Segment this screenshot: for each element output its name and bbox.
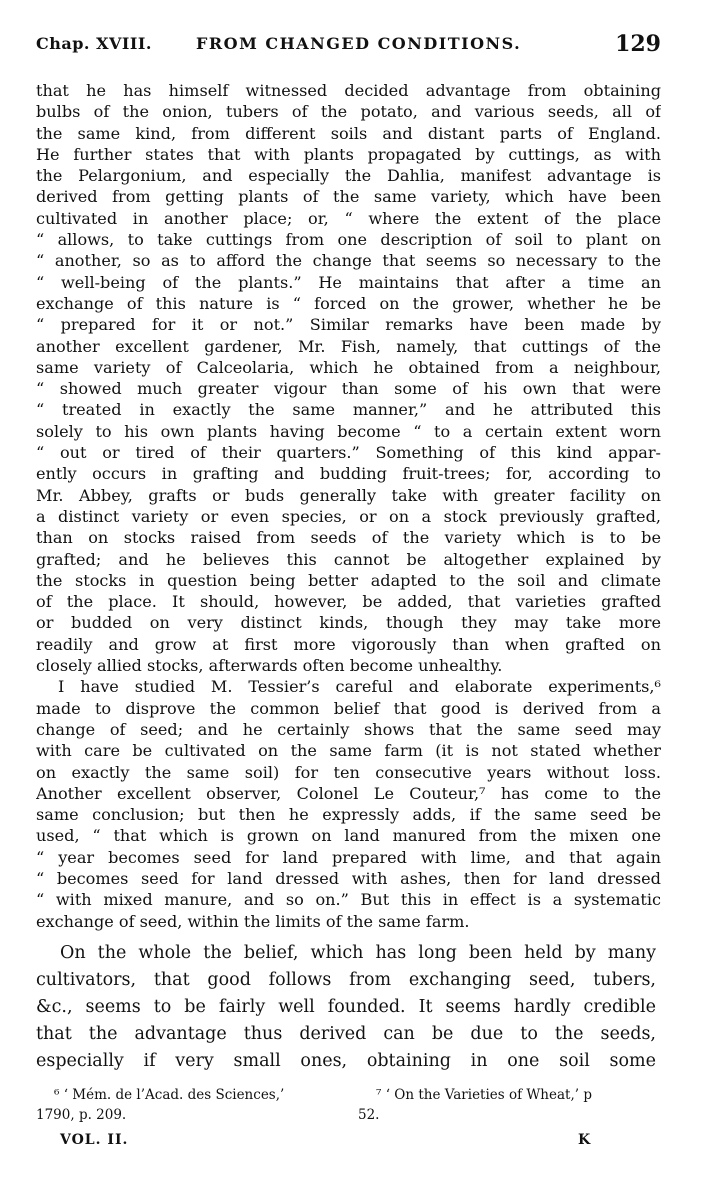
text-line: “ with mixed manure, and so on.” But this in effect is a systematic: [36, 890, 661, 910]
text-line: I have studied M. Tessier’s careful and elaborate experiments,⁶: [58, 677, 661, 697]
text-line: ently occurs in grafting and budding fruit-trees; for, according to: [36, 464, 661, 484]
text-line: same variety of Calceolaria, which he obtained from a neighbour,: [36, 357, 661, 377]
text-line: of the place. It should, however, be added, that varieties grafted: [36, 592, 661, 612]
text-line: bulbs of the onion, tubers of the potato, and various seeds, all of: [36, 102, 661, 122]
text-line: “ treated in exactly the same manner,” and he attributed this: [36, 400, 661, 420]
text-line: the Pelargonium, and especially the Dahlia, manifest advantage is: [36, 166, 661, 186]
page-footer: [36, 1132, 661, 1156]
text-line: closely allied stocks, afterwards often become unhealthy.: [36, 656, 503, 676]
text-line: “ out or tired of their quarters.” Something of this kind appar-: [36, 443, 661, 463]
page-number: 129: [615, 31, 661, 57]
text-line: “ prepared for it or not.” Similar remarks have been made by: [36, 315, 661, 335]
text-line: the same kind, from different soils and distant parts of England.: [36, 123, 661, 143]
running-header: [36, 31, 661, 64]
text-line: exchange of this nature is “ forced on the grower, whether he be: [36, 293, 661, 313]
text-line: a distinct variety or even species, or on a stock previously grafted,: [36, 506, 661, 526]
footnote-line: ⁷ ‘ On the Varieties of Wheat,’ p: [376, 1087, 592, 1103]
footnote-6: [36, 1085, 336, 1125]
text-line: “ well-being of the plants.” He maintains that after a time an: [36, 272, 661, 292]
text-line: that he has himself witnessed decided advantage from obtaining: [36, 81, 661, 100]
text-line: “ year becomes seed for land prepared with lime, and that again: [36, 847, 661, 867]
text-line: especially if very small ones, obtaining in one soil some: [36, 1051, 656, 1071]
footnote-line: ⁶ ‘ Mém. de l’Acad. des Sciences,’: [54, 1087, 285, 1103]
running-title: FROM CHANGED CONDITIONS.: [196, 34, 522, 53]
text-line: readily and grow at first more vigorously than when grafted on: [36, 634, 661, 654]
signature-mark: K: [578, 1132, 591, 1148]
text-line: “ showed much greater vigour than some of his own that were: [36, 379, 661, 399]
text-line: Mr. Abbey, grafts or buds generally take with greater facility on: [36, 485, 661, 505]
text-line: another excellent gardener, Mr. Fish, namely, that cuttings of the: [36, 336, 661, 356]
footnote-7: [358, 1085, 661, 1125]
text-line: change of seed; and he certainly shows that the same seed may: [36, 719, 661, 739]
text-line: &c., seems to be fairly well founded. It seems hardly credible: [36, 997, 656, 1017]
paragraph-3: [36, 940, 656, 1075]
text-line: cultivators, that good follows from exchanging seed, tubers,: [36, 970, 656, 990]
text-line: on exactly the same soil) for ten consecutive years without loss.: [36, 762, 661, 782]
chapter-label: Chap. XVIII.: [36, 34, 152, 53]
text-line: used, “ that which is grown on land manured from the mixen one: [36, 826, 661, 846]
text-line: than on stocks raised from seeds of the variety which is to be: [36, 528, 661, 548]
text-line: the stocks in question being better adapted to the soil and climate: [36, 570, 661, 590]
text-line: Another excellent observer, Colonel Le Couteur,⁷ has come to the: [36, 783, 661, 803]
text-line: He further states that with plants propagated by cuttings, as with: [36, 144, 661, 164]
text-line: derived from getting plants of the same variety, which have been: [36, 187, 661, 207]
footnote-line: 1790, p. 209.: [36, 1107, 127, 1123]
footnote-line: 52.: [358, 1107, 380, 1123]
text-line: cultivated in another place; or, “ where the extent of the place: [36, 208, 661, 228]
text-line: or budded on very distinct kinds, though they may take more: [36, 613, 661, 633]
text-line: “ becomes seed for land dressed with ashes, then for land dressed: [36, 868, 661, 888]
text-line: with care be cultivated on the same farm (it is not stated whether: [36, 741, 661, 761]
paragraph-2: [36, 676, 661, 932]
text-line: “ allows, to take cuttings from one description of soil to plant on: [36, 230, 661, 250]
text-line: exchange of seed, within the limits of the same farm.: [36, 911, 470, 931]
text-line: same conclusion; but then he expressly adds, if the same seed be: [36, 805, 661, 825]
volume-label: VOL. II.: [60, 1132, 129, 1148]
text-line: On the whole the belief, which has long been held by many: [60, 943, 656, 963]
paragraph-1: [36, 80, 661, 676]
main-text: [36, 80, 661, 932]
text-line: made to disprove the common belief that good is derived from a: [36, 698, 661, 718]
text-line: that the advantage thus derived can be due to the seeds,: [36, 1024, 656, 1044]
text-line: grafted; and he believes this cannot be altogether explained by: [36, 549, 661, 569]
text-line: “ another, so as to afford the change that seems so necessary to the: [36, 251, 661, 271]
text-line: solely to his own plants having become “ to a certain extent worn: [36, 421, 661, 441]
